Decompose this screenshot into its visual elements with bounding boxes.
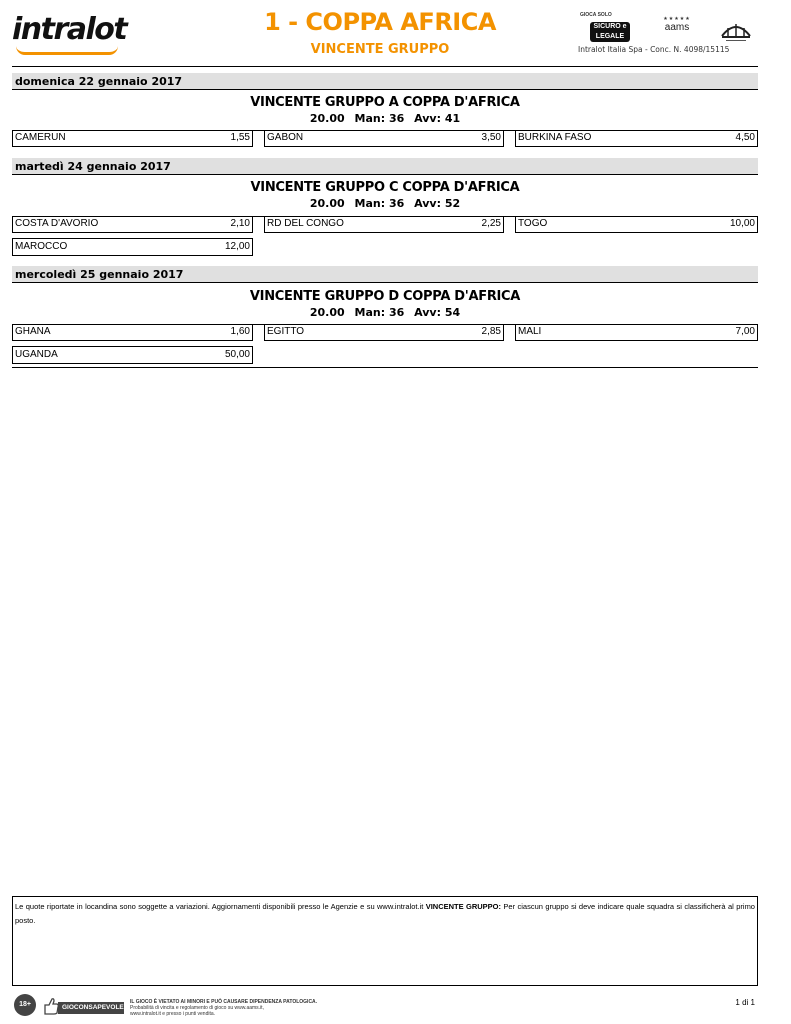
aams-badge — [652, 16, 702, 44]
warning-line-3: www.intralot.it e presso i punti vendita. — [130, 1011, 216, 1017]
sicuro-legale-box — [590, 22, 630, 42]
team-name: TOGO — [518, 218, 548, 229]
disclaimer-note — [12, 896, 758, 986]
odds-cell[interactable] — [12, 130, 253, 147]
avv-number: 41 — [444, 112, 461, 125]
odd-value: 1,60 — [230, 326, 250, 337]
odd-value: 3,50 — [481, 132, 501, 143]
odds-cell[interactable] — [12, 346, 253, 364]
note-text-part2: Per ciascun gruppo si deve indicare quale squadra si classificherà al primo posto. — [15, 902, 755, 925]
avv-label: Avv: — [414, 112, 441, 125]
page-number: 1 di 1 — [735, 998, 755, 1007]
warning-line-1: IL GIOCO È VIETATO AI MINORI E PUÒ CAUSARE DIPENDENZA PATOLOGICA. — [130, 999, 318, 1005]
team-name: EGITTO — [267, 326, 305, 337]
event-title: VINCENTE GRUPPO D COPPA D'AFRICA — [249, 289, 521, 304]
avv-label: Avv: — [414, 197, 441, 210]
legale-text: LEGALE — [595, 33, 625, 40]
team-name: BURKINA FASO — [518, 132, 592, 143]
page-title: 1 - COPPA AFRICA — [264, 8, 496, 36]
team-name: COSTA D'AVORIO — [15, 218, 99, 229]
page-subtitle: VINCENTE GRUPPO — [310, 42, 450, 57]
man-number: 36 — [388, 197, 405, 210]
sicuro-text: SICURO e — [593, 23, 627, 30]
section-bottom-line — [12, 367, 758, 368]
gambling-warning — [130, 999, 317, 1017]
event-info — [12, 197, 758, 210]
event-title: VINCENTE GRUPPO A COPPA D'AFRICA — [250, 95, 520, 110]
header-divider — [12, 66, 758, 67]
odds-cell[interactable] — [12, 216, 253, 233]
man-label: Man: — [354, 306, 386, 319]
avv-number: 52 — [444, 197, 461, 210]
man-number: 36 — [388, 112, 405, 125]
team-name: CAMERUN — [15, 132, 66, 143]
man-number: 36 — [388, 306, 405, 319]
odd-value: 2,25 — [481, 218, 501, 229]
event-time: 20.00 — [309, 306, 345, 319]
odds-cell[interactable] — [264, 130, 504, 147]
man-label: Man: — [354, 197, 386, 210]
team-name: RD DEL CONGO — [267, 218, 344, 229]
odd-value: 10,00 — [729, 218, 755, 229]
odds-cell[interactable] — [12, 238, 253, 256]
warning-line-2: Probabilità di vincita e regolamento di gioco su www.aams.it, — [130, 1005, 264, 1011]
odds-cell[interactable] — [515, 216, 758, 233]
event-time: 20.00 — [309, 197, 345, 210]
gioca-sicuro-legale-badge — [578, 12, 634, 44]
odds-cell[interactable] — [264, 216, 504, 233]
man-label: Man: — [354, 112, 386, 125]
odds-cell[interactable] — [515, 130, 758, 147]
avv-number: 54 — [444, 306, 461, 319]
age-18-badge: 18+ — [14, 994, 36, 1016]
team-name: GABON — [267, 132, 304, 143]
odds-cell[interactable] — [264, 324, 504, 341]
date-bar: martedì 24 gennaio 2017 — [12, 158, 758, 175]
odds-cell[interactable] — [12, 324, 253, 341]
date-bar: domenica 22 gennaio 2017 — [12, 73, 758, 90]
certification-badges — [578, 12, 758, 44]
team-name: GHANA — [15, 326, 51, 337]
logo-swoosh — [16, 46, 118, 55]
team-name: MALI — [518, 326, 542, 337]
odd-value: 2,85 — [481, 326, 501, 337]
event-title: VINCENTE GRUPPO C COPPA D'AFRICA — [250, 180, 520, 195]
stars-icon: ★★★★★ — [663, 16, 691, 22]
event-time: 20.00 — [309, 112, 345, 125]
team-name: MAROCCO — [15, 241, 68, 252]
team-name: UGANDA — [15, 349, 58, 360]
odds-cell[interactable] — [515, 324, 758, 341]
odd-value: 1,55 — [230, 132, 250, 143]
odd-value: 4,50 — [735, 132, 755, 143]
odd-value: 12,00 — [224, 241, 250, 252]
crest-icon — [718, 16, 754, 44]
note-text-part1: Le quote riportate in locandina sono soggette a variazioni. Aggiornamenti disponibili presso le Agenzie e su www.intralot.it — [15, 902, 426, 911]
odd-value: 50,00 — [224, 349, 250, 360]
event-info — [12, 306, 758, 319]
aams-text: aams — [664, 22, 690, 33]
gioca-solo-text: GIOCA SOLO — [580, 12, 612, 18]
company-concession: Intralot Italia Spa - Conc. N. 4098/15115 — [578, 45, 730, 54]
intralot-logo: intralot — [12, 12, 127, 47]
odd-value: 7,00 — [735, 326, 755, 337]
gioconsapevole-brand: GIOCONSAPEVOLE — [58, 1002, 124, 1014]
date-bar: mercoledì 25 gennaio 2017 — [12, 266, 758, 283]
odd-value: 2,10 — [230, 218, 250, 229]
event-info — [12, 112, 758, 125]
avv-label: Avv: — [414, 306, 441, 319]
note-bold-label: VINCENTE GRUPPO: — [425, 902, 502, 911]
